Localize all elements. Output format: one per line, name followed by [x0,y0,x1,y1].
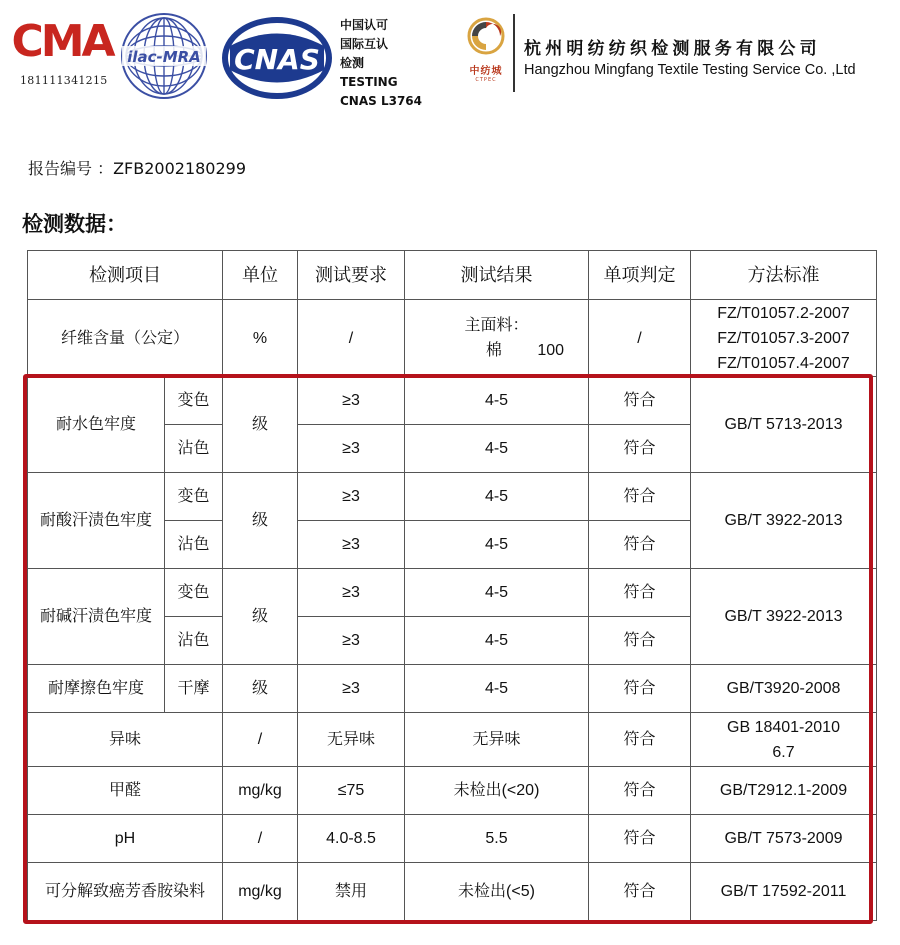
result-cell: 4-5 [405,617,589,665]
cnas-logo [222,16,332,100]
header-cell: 测试要求 [298,251,405,300]
result-material: 棉 [485,342,502,359]
sub-item-cell: 干摩 [165,665,223,713]
cma-logo-graphic [11,14,113,67]
table-row [28,377,877,425]
result-label: 主面料： [464,317,529,334]
cnas-logo-text: CNAS [234,43,320,76]
cma-logo [11,14,113,67]
unit-cell: / [223,815,298,863]
judgement-cell: 符合 [589,425,691,473]
report-number: 报告编号 ：ZFB2002180299 [28,159,247,178]
sub-item-cell: 沾色 [165,521,223,569]
result-cell: 未检出(<5) [405,863,589,921]
unit-cell: mg/kg [223,767,298,815]
requirement-cell: 4.0-8.5 [298,815,405,863]
item-cell: 甲醛 [28,767,223,815]
ilac-mra-logo [118,10,210,102]
ctpc-name: 中纺城 [469,66,503,77]
report-header [0,0,900,110]
standard-cell: GB/T 7573-2009 [691,815,877,863]
test-data-table [27,250,877,921]
requirement-cell: ≥3 [298,473,405,521]
result-composition [407,338,586,363]
judgement-cell: 符合 [589,815,691,863]
section-title: 检测数据： [22,212,127,236]
requirement-cell: ≥3 [298,569,405,617]
result-cell: 4-5 [405,425,589,473]
header-cell: 测试结果 [405,251,589,300]
table-row [28,665,877,713]
ctpc-sub: CTPEC [475,77,497,83]
judgement-cell: 符合 [589,377,691,425]
standard-cell: GB/T 17592-2011 [691,863,877,921]
judgement-cell: 符合 [589,617,691,665]
judgement-cell: 符合 [589,665,691,713]
company-name-en: Hangzhou Mingfang Textile Testing Service Co. ,Ltd [524,62,856,78]
result-cell: 5.5 [405,815,589,863]
unit-cell: mg/kg [223,863,298,921]
header-cell: 单项判定 [589,251,691,300]
table-row [28,713,877,767]
company-name-cn: 杭州明纺纺织检测服务有限公司 [524,39,821,59]
result-cell [405,300,589,377]
ilac-logo-text: ilac-MRA [127,48,201,66]
item-cell: 耐水色牢度 [28,377,165,473]
requirement-cell: ≥3 [298,521,405,569]
cma-logo-text: CMA [11,16,113,67]
table-row [28,863,877,921]
unit-cell: / [223,713,298,767]
requirement-cell: ≤75 [298,767,405,815]
sub-item-cell: 变色 [165,377,223,425]
cnas-line: 国际互认 [340,37,389,51]
result-cell: 未检出(<20) [405,767,589,815]
cnas-line: 检测 [340,56,365,70]
item-cell: 耐碱汗渍色牢度 [28,569,165,665]
sub-item-cell: 沾色 [165,617,223,665]
header-cell: 方法标准 [691,251,877,300]
sub-item-cell: 变色 [165,473,223,521]
standard-cell: GB/T3920-2008 [691,665,877,713]
item-cell: pH [28,815,223,863]
sub-item-cell: 变色 [165,569,223,617]
cnas-line: CNAS L3764 [340,94,423,108]
standard-cell: GB/T2912.1-2009 [691,767,877,815]
judgement-cell: 符合 [589,713,691,767]
requirement-cell: ≥3 [298,377,405,425]
cnas-line: 中国认可 [340,18,389,32]
standard-cell [691,300,877,377]
standard-cell [691,713,877,767]
unit-cell: 级 [223,473,298,569]
judgement-cell: 符合 [589,863,691,921]
requirement-cell: ≥3 [298,617,405,665]
judgement-cell: 符合 [589,767,691,815]
item-cell: 可分解致癌芳香胺染料 [28,863,223,921]
ctpc-logo [458,16,514,83]
company-name-block [524,34,856,78]
table-header-row [28,251,877,300]
unit-cell: 级 [223,569,298,665]
standard-line: GB 18401-2010 [727,718,840,736]
ctpc-emblem-icon [466,16,506,56]
requirement-cell: 禁用 [298,863,405,921]
judgement-cell: 符合 [589,521,691,569]
judgement-cell: 符合 [589,473,691,521]
table-row-fiber [28,300,877,377]
standard-cell: GB/T 5713-2013 [691,377,877,473]
standard-cell: GB/T 3922-2013 [691,473,877,569]
unit-cell: 级 [223,377,298,473]
unit-cell: 级 [223,665,298,713]
table-row [28,569,877,617]
cma-certification [11,14,113,87]
standard-line: FZ/T01057.4-2007 [717,354,850,372]
requirement-cell: / [298,300,405,377]
requirement-cell: ≥3 [298,665,405,713]
result-cell: 4-5 [405,569,589,617]
judgement-cell: 符合 [589,569,691,617]
result-cell: 4-5 [405,377,589,425]
cnas-line: TESTING [340,75,398,89]
cnas-accreditation-text [340,16,422,111]
result-percentage: 100 [537,342,565,359]
header-cell: 检测项目 [28,251,223,300]
standard-line: FZ/T01057.2-2007 [717,304,850,322]
header-cell: 单位 [223,251,298,300]
item-cell: 耐摩擦色牢度 [28,665,165,713]
table-row [28,767,877,815]
result-cell: 4-5 [405,521,589,569]
result-cell: 4-5 [405,473,589,521]
judgement-cell: / [589,300,691,377]
item-cell: 纤维含量（公定） [28,300,223,377]
requirement-cell: ≥3 [298,425,405,473]
standard-line: 6.7 [772,743,795,761]
item-cell: 异味 [28,713,223,767]
requirement-cell: 无异味 [298,713,405,767]
unit-cell: % [223,300,298,377]
cma-number: 181111341215 [20,74,108,87]
table-row [28,815,877,863]
standard-cell: GB/T 3922-2013 [691,569,877,665]
sub-item-cell: 沾色 [165,425,223,473]
standard-line: FZ/T01057.3-2007 [717,329,850,347]
item-cell: 耐酸汗渍色牢度 [28,473,165,569]
result-cell: 4-5 [405,665,589,713]
result-cell: 无异味 [405,713,589,767]
header-divider [513,14,515,92]
table-row [28,473,877,521]
